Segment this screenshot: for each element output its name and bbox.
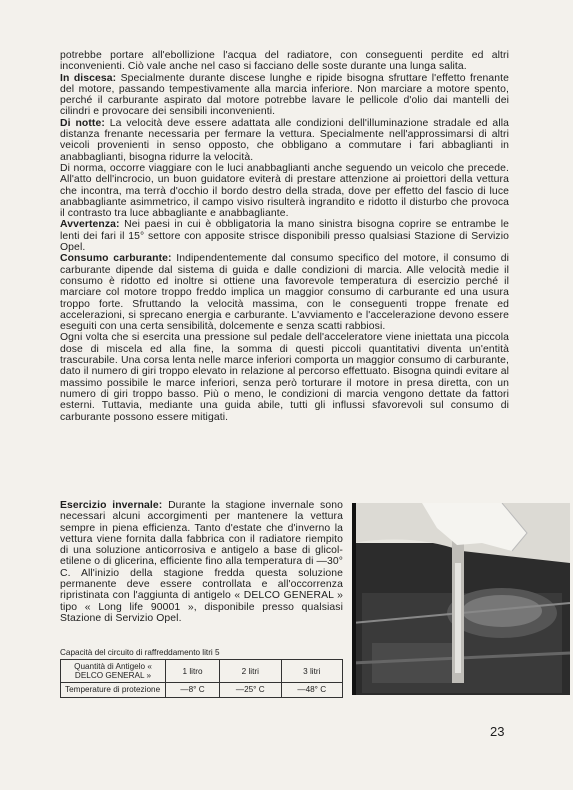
table-row-label: Temperature di protezione <box>61 683 166 697</box>
heading-fuel-consumption: Consumo carburante: <box>60 253 172 265</box>
paragraph-accelerator: Ogni volta che si esercita una pressione sul pedale dell'acceleratore viene iniettata una piccola dose di miscela ed alla fine, la somma di questi piccoli quantitativi diventa un'entità trascurabile. Una corsa lenta nelle marce inferiori comporta un maggior consumo di carburante, dato il numero di giri troppo elevato in relazione al percorso effettuato. Bisogna quindi evitare al massimo possibile le marce inferiori, senza però torturare il motore in presa diretta, con un numero di giri troppo basso. Più o meno, le condizioni di marcia vengono dettate da fattori esterni. Tuttavia, mediante una guida abile, tutti gli influssi sfavorevoli sul consumo di carburante possono essere mitigati. <box>60 332 509 423</box>
antifreeze-table <box>60 659 343 698</box>
heading-downhill: In discesa: <box>60 72 117 84</box>
heading-night: Di notte: <box>60 117 105 129</box>
body-downhill: Specialmente durante discese lunghe e ripide bisogna sfruttare l'effetto frenante del motore, passando tempestivamente alla marcia inferiore. Non marciare a motore spento, perché il carburante aspirato dal motore potrebbe lavare le pellicole d'olio dai mantelli dei cilindri e provocare dei sensibili inconvenienti. <box>60 72 509 118</box>
table-caption: Capacità del circuito di raffreddamento litri 5 <box>60 648 220 657</box>
table-row <box>61 660 343 683</box>
main-text-column <box>60 50 509 423</box>
paragraph-night <box>60 118 509 163</box>
heading-winter: Esercizio invernale: <box>60 500 163 511</box>
table-row-label: Quantità di Antigelo « DELCO GENERAL » <box>61 660 166 683</box>
table-cell: 1 litro <box>166 660 220 683</box>
table-cell: 3 litri <box>281 660 342 683</box>
table-cell: —48° C <box>281 683 342 697</box>
paragraph-fuel-consumption <box>60 253 509 332</box>
table-cell: —25° C <box>220 683 281 697</box>
radiator-hydrometer-photo <box>352 503 570 695</box>
body-night: La velocità deve essere adattata alle condizioni dell'illuminazione stradale ed alla distanza frenante necessaria per fermare la vettura. Specialmente nell'approssimarsi di altri veicoli provenienti in senso opposto, che obbligano a commutare i fari abbaglianti in anabbaglianti, bisogna ridurre la velocità. <box>60 117 510 163</box>
table-cell: 2 litri <box>220 660 281 683</box>
page-number: 23 <box>490 724 505 739</box>
body-warning: Nei paesi in cui è obbligatoria la mano sinistra bisogna coprire se entrambe le lenti dei fari il 15° settore con apposite strisce disponibili presso qualsiasi Stazione di Servizio Opel. <box>60 219 509 254</box>
heading-warning: Avvertenza: <box>60 219 120 231</box>
winter-text-column <box>60 500 343 624</box>
body-winter: Durante la stagione invernale sono necessari alcuni accorgimenti per mantenere la vettura sempre in piena efficienza. Tanto d'estate che d'inverno la vettura viene fornita dalla fabbrica con il radiatore riempito di una soluzione anticorrosiva e antigelo a base di glicol-etilene o di glicerina, efficiente fino alla temperatura di —30° C. All'inizio della stagione fredda questa soluzione permanente deve essere controllata e all'occorrenza ripristinata con l'aggiunta di antigelo « DELCO GENERAL » tipo « Long life 90001 », disponibile presso qualsiasi Stazione di Servizio Opel. <box>60 500 343 624</box>
body-fuel-consumption: Indipendentemente dal consumo specifico del motore, il consumo di carburante dipende dal sistema di guida e dalle condizioni di marcia. Alle velocità medie il consumo è ridotto ed inoltre si ottiene una favorevole temperatura di esercizio perché il marciare col motore troppo freddo implica un maggior consumo di carburante ed una usura troppo forte. Sfruttando la velocità massima, con le conseguenti troppe frenate ed accelerazioni, si sprecano energia e carburante. L'avviamento e l'accelerazione devono essere eseguiti con una certa sensibilità, dolcemente e senza scatti rabbiosi. <box>60 253 509 333</box>
paragraph-downhill <box>60 73 509 118</box>
photo-illustration <box>352 503 570 695</box>
table-row <box>61 683 343 697</box>
paragraph-winter <box>60 500 343 624</box>
paragraph-warning <box>60 219 509 253</box>
paragraph-low-beam: Di norma, occorre viaggiare con le luci anabbaglianti anche seguendo un veicolo che precede. All'atto dell'incrocio, un buon guidatore eviterà di prestare attenzione ai proiettori della vettura che incontra, ma terrà d'occhio il bordo destro della strada, dove per effetto del fascio di luce anabbagliante asimmetrico, il campo visivo risulterà ingrandito e ridotto il disturbo che provoca il contrasto tra luce abbagliante e anabbagliante. <box>60 162 509 220</box>
paragraph-slope-continued: potrebbe portare all'ebollizione l'acqua del radiatore, con conseguenti perdite ed altri inconvenienti. Ciò vale anche nel caso si facciano delle soste durante una lunga salita. <box>60 50 509 73</box>
table-cell: —8° C <box>166 683 220 697</box>
